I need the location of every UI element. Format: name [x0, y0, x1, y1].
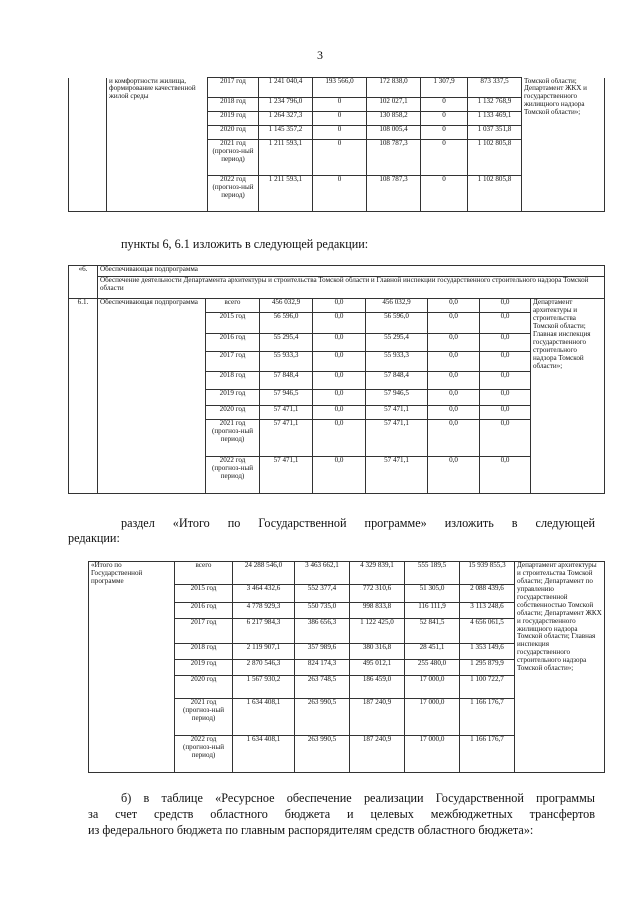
value-cell: 55 933,3: [260, 352, 313, 372]
value-cell: 357 989,6: [295, 644, 350, 660]
value-cell: 772 310,6: [350, 585, 405, 603]
value-cell: 0: [313, 126, 367, 140]
value-cell: 263 990,5: [295, 699, 350, 736]
value-cell: 1 295 879,9: [460, 660, 515, 676]
value-cell: 193 566,0: [313, 78, 367, 98]
value-cell: 0,0: [313, 420, 366, 457]
value-cell: 57 848,4: [260, 372, 313, 390]
value-cell: 4 778 929,3: [233, 603, 295, 619]
paragraph-b-line3: из федерального бюджета по главным распорядителям средств областного бюджета»:: [88, 823, 534, 837]
value-cell: 0,0: [428, 406, 480, 420]
year-cell: 2019 год: [208, 112, 259, 126]
table-program-total: [88, 561, 605, 773]
value-cell: 0: [421, 112, 468, 126]
value-cell: 187 240,9: [350, 699, 405, 736]
year-cell: 2020 год: [175, 676, 233, 699]
value-cell: 0,0: [480, 390, 531, 406]
value-cell: 456 032,9: [260, 299, 313, 313]
item-number-cell: «6.: [69, 266, 98, 299]
value-cell: 0,0: [480, 352, 531, 372]
value-cell: 56 596,0: [260, 313, 313, 334]
task-title-cell: Обеспечение деятельности Департамента архитектуры и строительства Томской области и Главной инспекции государственного строительного надзора Томской области: [98, 277, 605, 299]
value-cell: 0,0: [428, 299, 480, 313]
year-cell: 2021 год (прогноз-ный период): [175, 699, 233, 736]
year-cell: 2019 год: [206, 390, 260, 406]
year-cell: 2018 год: [208, 98, 259, 112]
measure-name-cell: и комфортности жилища, формирование качественной жилой среды: [107, 78, 208, 212]
paragraph-b-line1: б) в таблице «Ресурсное обеспечение реализации Государственной программы: [121, 791, 595, 805]
value-cell: 550 735,0: [295, 603, 350, 619]
table-continuation: [68, 77, 605, 212]
year-cell: 2021 год (прогноз-ный период): [208, 140, 259, 176]
year-cell: 2018 год: [206, 372, 260, 390]
value-cell: 0,0: [480, 406, 531, 420]
value-cell: 0: [313, 140, 367, 176]
value-cell: 0,0: [313, 372, 366, 390]
value-cell: 0: [421, 98, 468, 112]
value-cell: 495 012,1: [350, 660, 405, 676]
value-cell: 57 471,1: [366, 420, 428, 457]
table-row: [89, 562, 605, 585]
value-cell: 57 946,5: [366, 390, 428, 406]
year-cell: 2016 год: [206, 334, 260, 352]
value-cell: 108 005,4: [367, 126, 421, 140]
value-cell: 0: [421, 176, 468, 212]
value-cell: 1 234 796,0: [259, 98, 313, 112]
year-cell: 2022 год (прогноз-ный период): [208, 176, 259, 212]
value-cell: 55 295,4: [366, 334, 428, 352]
value-cell: 0,0: [480, 313, 531, 334]
value-cell: 998 833,8: [350, 603, 405, 619]
paragraph-b-line2: за счет средств областного бюджета и целевых межбюджетных трансфертов: [88, 807, 595, 821]
paragraph-total-section: раздел «Итого по Государственной программе» изложить в следующей: [121, 516, 595, 530]
executor-cell: Томской области; Департамент ЖКХ и государственного жилищного надзора Томской области»;: [522, 78, 605, 212]
value-cell: 1 353 149,6: [460, 644, 515, 660]
value-cell: 263 990,5: [295, 736, 350, 773]
value-cell: 555 189,5: [405, 562, 460, 585]
value-cell: 57 848,4: [366, 372, 428, 390]
value-cell: 0,0: [480, 372, 531, 390]
year-cell: 2017 год: [175, 619, 233, 644]
value-cell: 3 463 662,1: [295, 562, 350, 585]
value-cell: 51 305,0: [405, 585, 460, 603]
value-cell: 873 337,5: [468, 78, 522, 98]
value-cell: 1 132 768,9: [468, 98, 522, 112]
year-cell: 2015 год: [206, 313, 260, 334]
page-number: 3: [317, 48, 323, 62]
value-cell: 0,0: [428, 420, 480, 457]
value-cell: 0,0: [480, 299, 531, 313]
value-cell: 0,0: [428, 313, 480, 334]
value-cell: 186 459,0: [350, 676, 405, 699]
value-cell: 0,0: [480, 420, 531, 457]
value-cell: 57 471,1: [260, 420, 313, 457]
value-cell: 386 656,3: [295, 619, 350, 644]
value-cell: 0: [313, 112, 367, 126]
total-label-cell: «Итого по Государственной программе: [89, 562, 175, 773]
value-cell: 55 295,4: [260, 334, 313, 352]
value-cell: 0: [313, 98, 367, 112]
value-cell: 0: [313, 176, 367, 212]
value-cell: 0,0: [313, 299, 366, 313]
value-cell: 3 113 248,6: [460, 603, 515, 619]
value-cell: 52 841,5: [405, 619, 460, 644]
value-cell: 1 145 357,2: [259, 126, 313, 140]
value-cell: 6 217 984,3: [233, 619, 295, 644]
subprogram-title-cell: Обеспечивающая подпрограмма: [98, 266, 605, 277]
value-cell: 0,0: [428, 457, 480, 494]
value-cell: 380 316,8: [350, 644, 405, 660]
value-cell: 0,0: [428, 372, 480, 390]
value-cell: 17 000,0: [405, 676, 460, 699]
value-cell: 116 111,9: [405, 603, 460, 619]
measure-name-cell: Обеспечивающая подпрограмма: [98, 299, 206, 494]
value-cell: 1 634 408,1: [233, 699, 295, 736]
executor-cell: Департамент архитектуры и строительства Томской области; Главная инспекция государственного строительного надзора Томской области»;: [531, 299, 605, 494]
value-cell: 57 471,1: [260, 406, 313, 420]
value-cell: 1 102 805,8: [468, 176, 522, 212]
table-row: [69, 78, 605, 98]
value-cell: 0: [421, 126, 468, 140]
value-cell: 57 946,5: [260, 390, 313, 406]
value-cell: 4 656 061,5: [460, 619, 515, 644]
value-cell: 0: [421, 140, 468, 176]
value-cell: 0,0: [313, 334, 366, 352]
year-cell: 2016 год: [175, 603, 233, 619]
year-cell: 2015 год: [175, 585, 233, 603]
year-cell: 2022 год (прогноз-ный период): [206, 457, 260, 494]
value-cell: 108 787,3: [367, 176, 421, 212]
year-cell: 2017 год: [208, 78, 259, 98]
value-cell: 0,0: [313, 390, 366, 406]
value-cell: 187 240,9: [350, 736, 405, 773]
value-cell: 1 211 593,1: [259, 140, 313, 176]
blank-cell: [69, 78, 107, 212]
value-cell: 15 939 855,3: [460, 562, 515, 585]
year-cell: 2017 год: [206, 352, 260, 372]
value-cell: 0,0: [313, 457, 366, 494]
year-cell: 2019 год: [175, 660, 233, 676]
value-cell: 108 787,3: [367, 140, 421, 176]
value-cell: 1 264 327,3: [259, 112, 313, 126]
value-cell: 2 870 546,3: [233, 660, 295, 676]
year-cell: 2020 год: [208, 126, 259, 140]
value-cell: 0,0: [428, 334, 480, 352]
value-cell: 28 451,1: [405, 644, 460, 660]
item-number-cell: 6.1.: [69, 299, 98, 494]
value-cell: 0,0: [313, 313, 366, 334]
value-cell: 1 122 425,0: [350, 619, 405, 644]
table-row: [69, 299, 605, 313]
value-cell: 56 596,0: [366, 313, 428, 334]
value-cell: 1 634 408,1: [233, 736, 295, 773]
year-cell: всего: [175, 562, 233, 585]
value-cell: 1 241 040,4: [259, 78, 313, 98]
value-cell: 1 133 469,1: [468, 112, 522, 126]
year-cell: 2018 год: [175, 644, 233, 660]
year-cell: 2022 год (прогноз-ный период): [175, 736, 233, 773]
value-cell: 263 748,5: [295, 676, 350, 699]
executor-cell: Департамент архитектуры и строительства Томской области; Департамент по управлению государственной собственностью Томской области; Департамент ЖКХ и государственного жилищного надзора Томской области; Главная инспекция государственного строительного надзора Томской области»;: [515, 562, 605, 773]
value-cell: 55 933,3: [366, 352, 428, 372]
table-row-header: [69, 266, 605, 277]
year-cell: 2020 год: [206, 406, 260, 420]
value-cell: 1 567 930,2: [233, 676, 295, 699]
table-subprogram: [68, 265, 605, 494]
value-cell: 824 174,3: [295, 660, 350, 676]
value-cell: 1 211 593,1: [259, 176, 313, 212]
value-cell: 24 288 546,0: [233, 562, 295, 585]
value-cell: 1 037 351,8: [468, 126, 522, 140]
value-cell: 0,0: [313, 406, 366, 420]
value-cell: 255 480,0: [405, 660, 460, 676]
value-cell: 1 307,9: [421, 78, 468, 98]
value-cell: 17 000,0: [405, 736, 460, 773]
table-row-header: [69, 277, 605, 299]
value-cell: 456 032,9: [366, 299, 428, 313]
value-cell: 2 119 907,1: [233, 644, 295, 660]
value-cell: 1 166 176,7: [460, 736, 515, 773]
value-cell: 1 102 805,8: [468, 140, 522, 176]
value-cell: 0,0: [480, 334, 531, 352]
value-cell: 17 000,0: [405, 699, 460, 736]
value-cell: 172 838,0: [367, 78, 421, 98]
value-cell: 1 166 176,7: [460, 699, 515, 736]
value-cell: 57 471,1: [260, 457, 313, 494]
value-cell: 3 464 432,6: [233, 585, 295, 603]
value-cell: 57 471,1: [366, 457, 428, 494]
value-cell: 0,0: [480, 457, 531, 494]
value-cell: 130 858,2: [367, 112, 421, 126]
value-cell: 102 027,1: [367, 98, 421, 112]
paragraph-total-section-cont: редакции:: [68, 531, 120, 545]
value-cell: 57 471,1: [366, 406, 428, 420]
value-cell: 1 100 722,7: [460, 676, 515, 699]
value-cell: 4 329 839,1: [350, 562, 405, 585]
year-cell: всего: [206, 299, 260, 313]
value-cell: 0,0: [313, 352, 366, 372]
year-cell: 2021 год (прогноз-ный период): [206, 420, 260, 457]
paragraph-points-6: пункты 6, 6.1 изложить в следующей редакции:: [121, 237, 369, 251]
value-cell: 2 088 439,6: [460, 585, 515, 603]
value-cell: 0,0: [428, 352, 480, 372]
value-cell: 0,0: [428, 390, 480, 406]
value-cell: 552 377,4: [295, 585, 350, 603]
